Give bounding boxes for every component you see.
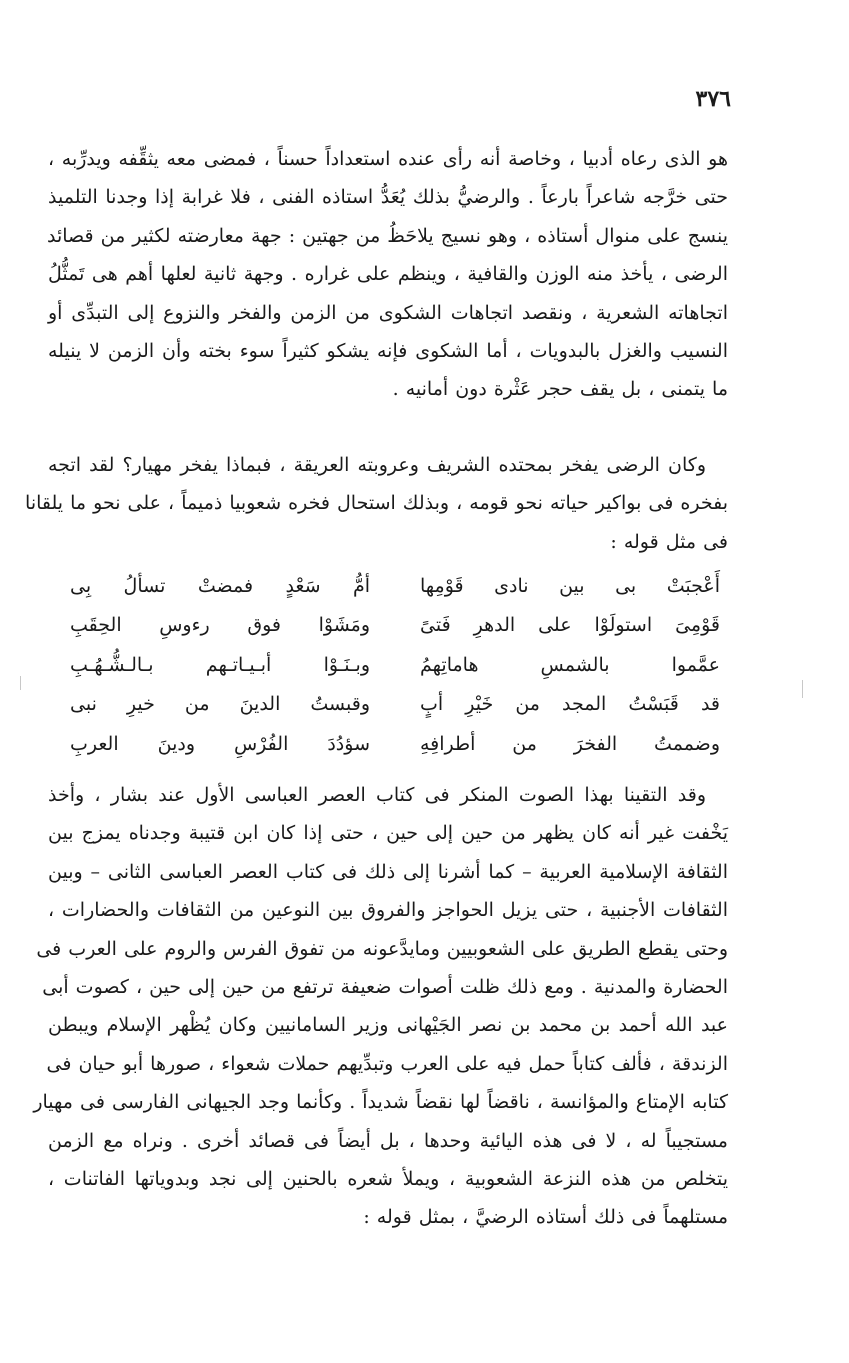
paragraph-3 — [33, 776, 728, 1237]
poem-verse — [70, 685, 720, 725]
poem-hemistich-first: قَوْمِىَ استولَوْا على الدهرِ فَتىً — [420, 614, 720, 637]
paragraph-line: اتجاهاته الشعرية ، ونقصد اتجاهات الشكوى من الزمن والفخر والنزوع إلى التبدِّى أو — [48, 301, 728, 324]
paragraph-line: الرضى ، يأخذ منه الوزن والقافية ، وينظم على غراره . وجهة ثانية لعلها أهم هى تَمثُّلُ — [48, 263, 728, 286]
paragraph-line: مستلهماً فى ذلك أستاذه الرضيَّ ، بمثل قوله : — [363, 1206, 728, 1229]
paragraph-line: ما يتمنى ، بل يقف حجر عَثْرة دون أمانيه . — [392, 378, 728, 401]
paragraph-line: وحتى يقطع الطريق على الشعوبيين ومايدَّعونه من تفوق الفرس والروم على العرب فى — [36, 937, 728, 960]
scan-speck — [20, 676, 21, 690]
poem-hemistich-first: عمَّموا بالشمسِ هاماتِهمُ — [420, 653, 720, 676]
paragraph-line: وقد التقينا بهذا الصوت المنكر فى كتاب العصر العباسى الأول عند بشار ، وأخذ — [48, 784, 706, 806]
poem-block — [70, 566, 720, 764]
paragraph-line: وكان الرضى يفخر بمحتده الشريف وعروبته العريقة ، فبماذا يفخر مهيار؟ لقد اتجه — [48, 454, 706, 476]
page-number: ٣٧٦ — [695, 86, 731, 112]
paragraph-line: الثقافات الأجنبية ، حتى يزيل الحواجز والفروق بين النوعين من الثقافات والحضارات ، — [48, 899, 728, 922]
poem-hemistich-first: أَعْجبَتْ بى بين نادى قَوْمِها — [420, 574, 720, 597]
paragraph-line: الحضارة والمدنية . ومع ذلك ظلت أصوات ضعيفة ترتفع من حين إلى حين ، كصوت أبى — [42, 975, 728, 998]
paragraph-line: الزندقة ، فألف كتاباً حمل فيه على العرب وتبدِّيهم حملات شعواء ، صورها أبو حيان فى — [46, 1052, 728, 1075]
poem-hemistich-second: سؤدُدَ الفُرْسِ ودينَ العربِ — [70, 732, 370, 755]
scan-speck — [802, 680, 803, 698]
paragraph-2 — [25, 446, 728, 561]
paragraph-line: عبد الله أحمد بن محمد بن نصر الجَيْهانى وزير السامانيين وكان يُظْهر الإسلام ويبطن — [48, 1014, 728, 1037]
poem-hemistich-second: ومَشَوْا فوق رءوسِ الحِقَبِ — [70, 614, 370, 637]
paragraph-line: مستجيباً له ، لا فى هذه اليائية وحدها ، بل أيضاً فى قصائد أخرى . ونراه مع الزمن — [48, 1129, 728, 1152]
poem-verse — [70, 606, 720, 646]
paragraph-line: يَخْفت غير أنه كان يظهر من حين إلى حين ، حتى إذا كان ابن قتيبة وجدناه يمزج بين — [48, 822, 728, 845]
poem-hemistich-first: قد قَبَسْتُ المجد من خَيْرِ أبٍ — [420, 693, 720, 716]
paragraph-line: النسيب والغزل بالبدويات ، أما الشكوى فإنه يشكو كثيراً سوء بخته وأن الزمن لا ينيله — [48, 339, 728, 362]
poem-verse — [70, 566, 720, 606]
poem-verse — [70, 645, 720, 685]
paragraph-line: يتخلص من هذه النزعة الشعوبية ، ويملأ شعره بالحنين إلى نجد وبدوياتها الفاتنات ، — [48, 1167, 728, 1190]
paragraph-line: ينسج على منوال أستاذه ، وهو نسيج يلاحَظُ من جهتين : جهة معارضته لكثير من قصائد — [46, 224, 728, 247]
poem-verse — [70, 724, 720, 764]
paragraph-line: فى مثل قوله : — [610, 530, 728, 553]
poem-hemistich-first: وضممتُ الفخرَ من أطرافِهِ — [420, 732, 720, 755]
poem-hemistich-second: أمُّ سَعْدٍ فمضتْ تسألُ بِى — [70, 574, 370, 597]
paragraph-line: كتابه الإمتاع والمؤانسة ، ناقضاً لها نقضاً شديداً . وكأنما وجد الجيهانى الفارسى فى مهيار — [33, 1091, 728, 1114]
paragraph-line: هو الذى رعاه أدبيا ، وخاصة أنه رأى عنده استعداداً حسناً ، فمضى معه يثقِّفه ويدرِّبه ، — [48, 148, 728, 170]
poem-hemistich-second: وبـنَـوْا أبـيـاتـهم بـالـشُّـهُـبِ — [70, 653, 370, 676]
paragraph-line: حتى خرَّجه شاعراً بارعاً . والرضيُّ بذلك يُعَدُّ استاذه الفنى ، فلا غرابة إذا وجدنا التلميذ — [48, 186, 728, 209]
paragraph-1 — [48, 140, 728, 409]
paragraph-line: الثقافة الإسلامية العربية – كما أشرنا إلى ذلك فى كتاب العصر العباسى الثانى – وبين — [48, 860, 728, 883]
paragraph-line: بفخره فى بواكير حياته نحو قومه ، وبذلك استحال فخره شعوبيا ذميماً ، على نحو ما يلقانا — [25, 492, 728, 515]
poem-hemistich-second: وقبستُ الدينَ من خيرِ نبى — [70, 693, 370, 716]
